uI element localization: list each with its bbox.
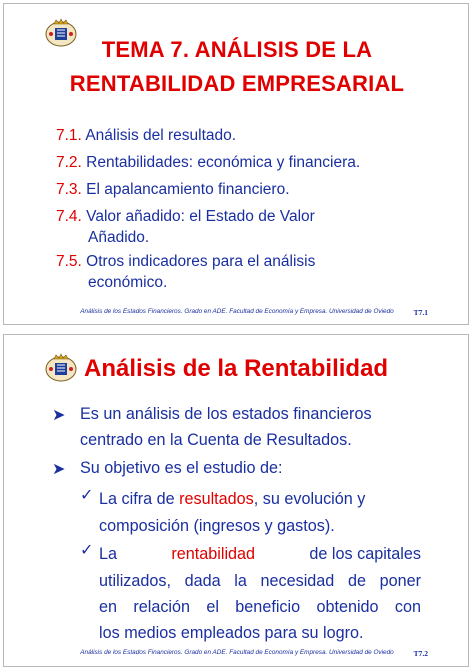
check-2-line-2: utilizados, dada la necesidad de poner [99, 572, 421, 590]
toc-item-7-3 [56, 179, 456, 200]
slide-title: Análisis de la Rentabilidad [84, 355, 389, 382]
check-1-text-end: , su evolución y [253, 490, 366, 508]
check-1-text-start: La cifra de [99, 490, 180, 508]
toc-text-continued: económico. [88, 274, 168, 291]
toc-text: Otros indicadores para el análisis [86, 253, 316, 270]
toc-item-7-1 [56, 125, 456, 146]
toc-item-7-5 [56, 251, 456, 293]
toc-text: Análisis del resultado. [85, 127, 237, 144]
university-seal-icon [44, 353, 78, 383]
toc-number: 7.3. [56, 181, 82, 198]
slide-footer: Análisis de los Estados Financieros. Grado en ADE. Facultad de Economía y Empresa. Universidad de Oviedo [80, 308, 394, 315]
arrow-bullet-icon: ➤ [52, 461, 66, 478]
toc-text-continued: Añadido. [88, 229, 150, 246]
toc-number: 7.4. [56, 208, 82, 225]
check-2-line-3: en relación el beneficio obtenido con [99, 598, 421, 616]
checkmark-icon: ✓ [80, 542, 94, 559]
page-number: T7.1 [413, 308, 428, 317]
toc-item-7-4 [56, 206, 456, 248]
check-2-text-start: La [99, 545, 118, 563]
slide-title-line-1: TEMA 7. ANÁLISIS DE LA [101, 37, 373, 62]
toc-number: 7.5. [56, 253, 82, 270]
toc-text: Valor añadido: el Estado de Valor [86, 208, 315, 225]
toc-text: El apalancamiento financiero. [86, 181, 290, 198]
slide-2 [3, 334, 469, 667]
check-1-line-1 [99, 488, 365, 511]
bullet-1-line-2: centrado en la Cuenta de Resultados. [80, 431, 352, 449]
check-1-line-2: composición (ingresos y gastos). [99, 517, 335, 535]
slide-1 [3, 3, 469, 325]
check-2-line-1 [99, 543, 421, 566]
highlight-resultados: resultados [179, 490, 254, 508]
bullet-2: Su objetivo es el estudio de: [80, 459, 283, 477]
slide-footer: Análisis de los Estados Financieros. Grado en ADE. Facultad de Economía y Empresa. Universidad de Oviedo [80, 649, 394, 656]
check-2-text-end: de los capitales [309, 545, 421, 563]
check-2-line-4: los medios empleados para su logro. [99, 624, 364, 642]
arrow-bullet-icon: ➤ [52, 407, 66, 424]
toc-number: 7.1. [56, 127, 82, 144]
checkmark-icon: ✓ [80, 487, 94, 504]
toc-item-7-2 [56, 152, 456, 173]
bullet-1-line-1: Es un análisis de los estados financieros [80, 405, 372, 423]
highlight-rentabilidad: rentabilidad [171, 545, 256, 563]
toc-number: 7.2. [56, 154, 82, 171]
page-number: T7.2 [413, 649, 428, 658]
toc-text: Rentabilidades: económica y financiera. [86, 154, 361, 171]
slide-title-line-2: RENTABILIDAD EMPRESARIAL [69, 71, 405, 96]
